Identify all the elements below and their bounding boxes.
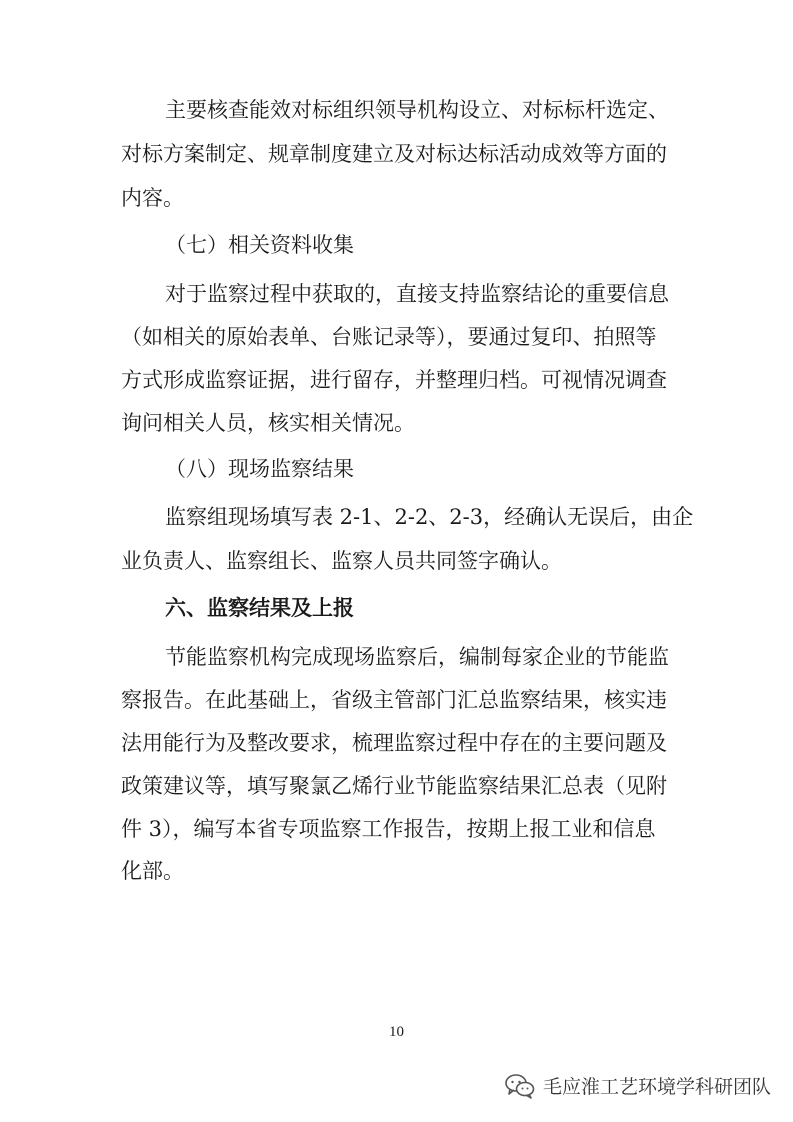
paragraph-line: 化部。 [121, 859, 184, 883]
paragraph-line: 监察组现场填写表 2-1、2-2、2-3，经确认无误后，由企 [165, 505, 694, 529]
paragraph-line: 政策建议等，填写聚氯乙烯行业节能监察结果汇总表（见附 [121, 774, 667, 798]
paragraph-line: （如相关的原始表单、台账记录等），要通过复印、拍照等 [121, 325, 657, 349]
paragraph-line: 方式形成监察证据，进行留存，并整理归档。可视情况调查 [121, 368, 667, 392]
section-heading-8: （八）现场监察结果 [165, 457, 354, 481]
paragraph-line: 法用能行为及整改要求，梳理监察过程中存在的主要问题及 [121, 731, 667, 755]
paragraph-line: 对于监察过程中获取的，直接支持监察结论的重要信息 [165, 282, 669, 306]
paragraph-line: 内容。 [121, 186, 184, 210]
page-number: 10 [389, 1024, 404, 1040]
paragraph-line: 察报告。在此基础上，省级主管部门汇总监察结果，核实违 [121, 688, 667, 712]
paragraph-line: 询问相关人员，核实相关情况。 [121, 411, 415, 435]
paragraph-line: 业负责人、监察组长、监察人员共同签字确认。 [121, 549, 562, 573]
section-heading-7: （七）相关资料收集 [165, 233, 354, 257]
paragraph-line: 节能监察机构完成现场监察后，编制每家企业的节能监 [165, 645, 669, 669]
paragraph-line: 主要核查能效对标组织领导机构设立、对标标杆选定、 [165, 98, 669, 122]
wechat-icon [505, 1073, 535, 1099]
chapter-heading-6: 六、监察结果及上报 [165, 596, 354, 620]
paragraph-line: 对标方案制定、规章制度建立及对标达标活动成效等方面的 [121, 142, 667, 166]
watermark [505, 1072, 771, 1099]
paragraph-line: 件 3），编写本省专项监察工作报告，按期上报工业和信息 [121, 817, 656, 841]
watermark-text: 毛应淮工艺环境学科研团队 [542, 1076, 771, 1098]
